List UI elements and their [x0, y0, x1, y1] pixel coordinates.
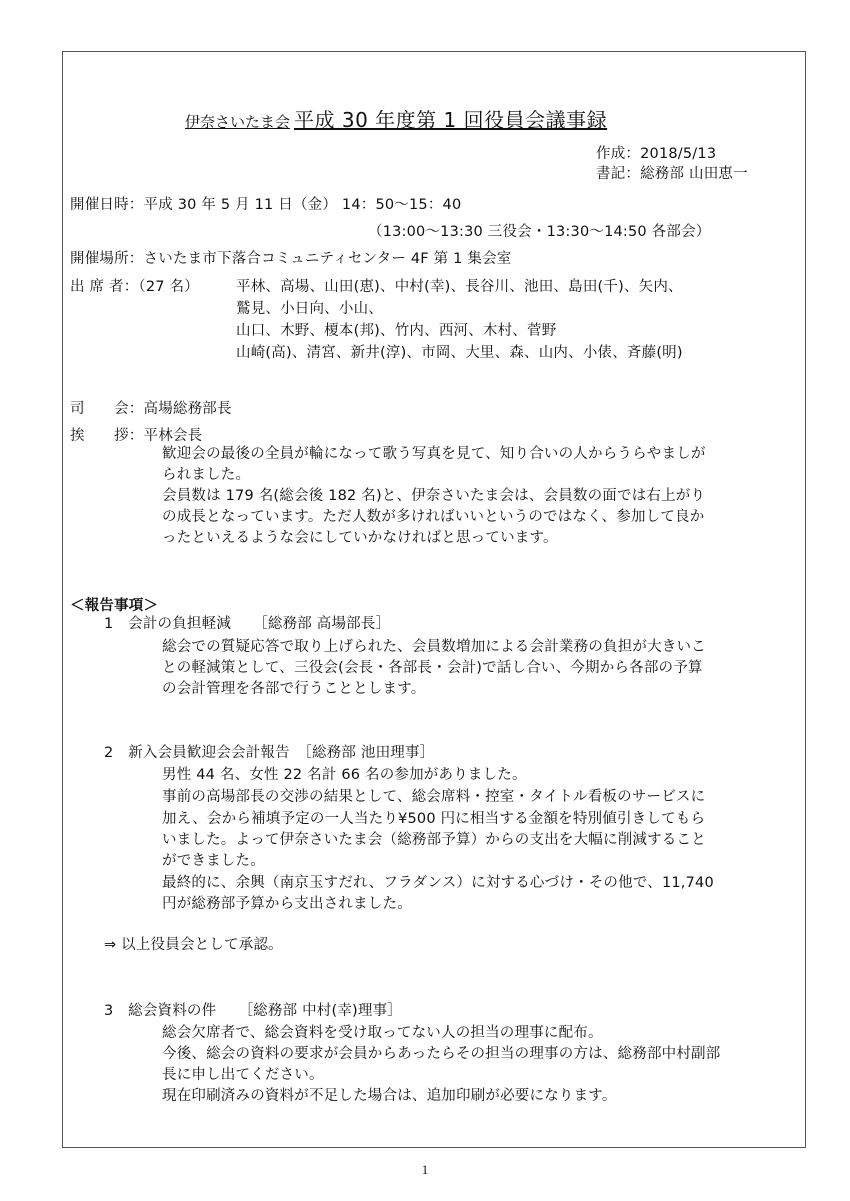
- report-item-line: との軽減策として、三役会(会長・各部長・会計)で話し合い、今期から各部の予算: [162, 660, 703, 676]
- report-item-title: 3 総会資料の件 ［総務部 中村(幸)理事］: [104, 1003, 402, 1019]
- meeting-date: 開催日時：平成 30 年 5 月 11 日（金） 14：50～15：40: [70, 197, 462, 213]
- report-item-line: 加え、会から補填予定の一人当たり¥500 円に相当する金額を特別値引きしてもら: [162, 811, 706, 827]
- report-item-line: 最終的に、余興（南京玉すだれ、フラダンス）に対する心づけ・その他で、11,740: [162, 875, 714, 891]
- greeting-line: 歓迎会の最後の全員が輪になって歌う写真を見て、知り合いの人からうらやましが: [162, 446, 706, 462]
- greeting-line: られました。: [162, 467, 251, 483]
- greeting-line: 会員数は 179 名(総会後 182 名)と、伊奈さいたま会は、会員数の面では右上がり: [162, 488, 706, 504]
- approval-note: ⇒ 以上役員会として承認。: [104, 937, 283, 953]
- report-item-title: 2 新入会員歓迎会会計報告 ［総務部 池田理事］: [104, 745, 435, 761]
- report-item-title: 1 会計の負担軽減 ［総務部 高場部長］: [104, 616, 391, 632]
- document-title: [185, 104, 607, 133]
- report-item-line: の会計管理を各部で行うこととします。: [162, 681, 426, 697]
- page-number: 1: [421, 1162, 429, 1177]
- greeting-label: 挨 拶：平林会長: [70, 428, 203, 444]
- report-item-line: 長に申し出てください。: [162, 1067, 324, 1083]
- report-item-line: いました。よって伊奈さいたま会（総務部予算）からの支出を大幅に削減すること: [162, 832, 706, 848]
- report-item-line: 円が総務部予算から支出されました。: [162, 896, 412, 912]
- title-prefix: 伊奈さいたま会: [185, 113, 291, 131]
- report-item-line: 男性 44 名、女性 22 名計 66 名の参加がありました。: [162, 767, 527, 783]
- attendees-line: 平林、高場、山田(恵)、中村(幸)、長谷川、池田、島田(千)、矢内、: [236, 279, 683, 295]
- report-item-line: 事前の高場部長の交渉の結果として、総会席料・控室・タイトル看板のサービスに: [162, 789, 706, 805]
- report-item-line: 今後、総会の資料の要求が会員からあったらその担当の理事の方は、総務部中村副部: [162, 1046, 721, 1062]
- host-label: 司 会：高場総務部長: [70, 401, 232, 417]
- title-main: 平成 30 年度第 1 回役員会議事録: [294, 108, 608, 132]
- attendees-line: 山口、木野、榎本(邦)、竹内、西河、木村、菅野: [236, 323, 557, 339]
- report-item-line: 現在印刷済みの資料が不足した場合は、追加印刷が必要になります。: [162, 1088, 617, 1104]
- meeting-date-sub: （13:00～13:30 三役会・13:30～14:50 各部会）: [368, 224, 711, 240]
- greeting-line: ったといえるような会にしていかなければと思っています。: [162, 530, 558, 546]
- report-item-line: ができました。: [162, 853, 265, 869]
- created-date: 作成：2018/5/13: [596, 146, 717, 162]
- attendees-line: 鷲見、小日向、小山、: [236, 301, 383, 317]
- greeting-line: の成長となっています。ただ人数が多ければいいというのではなく、参加して良か: [162, 509, 705, 525]
- report-item-line: 総会欠席者で、総会資料を受け取ってない人の担当の理事に配布。: [162, 1025, 603, 1041]
- page-frame: [62, 51, 806, 1148]
- recorder: 書記：総務部 山田恵一: [596, 166, 748, 182]
- attendees-line: 山崎(高)、清宮、新井(淳)、市岡、大里、森、山内、小俵、斉藤(明): [236, 345, 683, 361]
- report-item-line: 総会での質疑応答で取り上げられた、会員数増加による会計業務の負担が大きいこ: [162, 639, 706, 655]
- attendees-label: 出 席 者：（27 名）: [70, 279, 199, 295]
- report-heading: ＜報告事項＞: [70, 598, 159, 614]
- meeting-place: 開催場所：さいたま市下落合コミュニティセンター 4F 第 1 集会室: [70, 251, 512, 267]
